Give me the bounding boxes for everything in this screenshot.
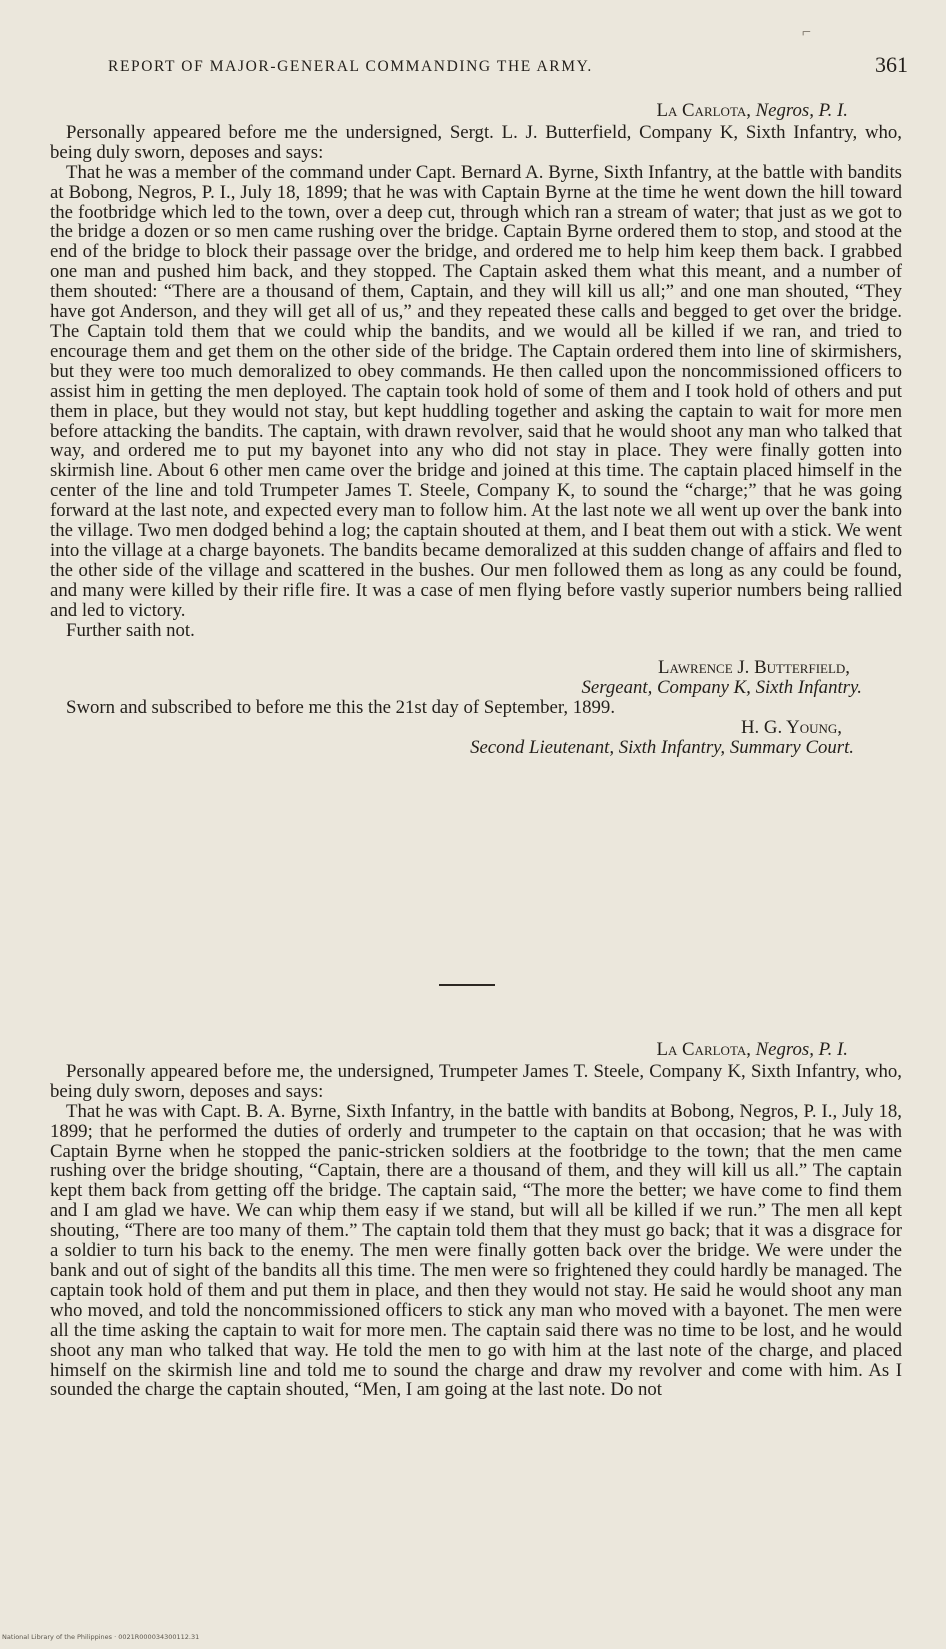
- section-divider: [439, 984, 495, 986]
- affidavit1-intro: Personally appeared before me the undersigned, Sergt. L. J. Butterfield, Company K, Sixth Infantry, who, being duly sworn, deposes and says:: [50, 121, 902, 163]
- affidavit2-body: That he was with Capt. B. A. Byrne, Sixth Infantry, in the battle with bandits at Bobong, Negros, P. I., July 18, 1899; that he performed the duties of orderly and trumpeter to the captain on that occasion; that he was with Captain Byrne when he stopped the panic-stricken soldiers at the footbridge to the town; that the men came rushing over the bridge shouting, “Captain, there are a thousand of them, and they will kill us all.” The captain kept them back from getting off the bridge. The captain said, “The more the better; we have come to find them and I am glad we have. We can whip them easy if we stand, but will all be killed if we run.” The men all kept shouting, “There are too many of them.” The captain told them that they must go back; that it was a disgrace for a soldier to turn his back to the enemy. The men were finally gotten back over the bridge. We were under the bank and out of sight of the bandits all this time. The men were so frightened they could hardly be managed. The captain took hold of them and put them in place, and then they would not stay. He said he would shoot any man who moved, and told the noncommissioned officers to stick any man who moved with a bayonet. The men were all the time asking the captain to wait for more men. The captain said there was no time to be lost, and he would shoot any man who talked that way. He told the men to go with him at the last note of the charge, and placed himself on the skirmish line and told me to sound the charge and draw my revolver and come with him. As I sounded the charge the captain shouted, “Men, I am going at the last note. Do not: [50, 1100, 902, 1401]
- affidavit-butterfield: [50, 101, 902, 758]
- affidavit1-officer-title: Second Lieutenant, Sixth Infantry, Summary Court.: [470, 737, 854, 759]
- affidavit1-body: That he was a member of the command under Capt. Bernard A. Byrne, Sixth Infantry, at the battle with bandits at Bobong, Negros, P. I., July 18, 1899; that he was with Captain Byrne at the time he went down the hill toward the footbridge which led to the town, over a deep cut, through which ran a stream of water; that just as we got to the bridge a dozen or so men came rushing over the bridge. Captain Byrne ordered them to stop, and stood at the end of the bridge to block their passage over the bridge, and ordered me to help him keep them back. I grabbed one man and pushed him back, and they stopped. The Captain asked them what this meant, and a number of them shouted: “There are a thousand of them, Captain, and they will kill us all;” and one man shouted, “They have got Anderson, and they will get all of us,” and they repeated these calls and begged to get over the bridge. The Captain told them that we could whip the bandits, and we would all be killed if we ran, and tried to encourage them and get them on the other side of the bridge. The Captain ordered them into line of skirmishers, but they were too much demoralized to obey commands. He then called upon the noncommissioned officers to assist him in getting the men deployed. The captain took hold of some of them and I took hold of others and put them in place, but they would not stay, but kept huddling together and asking the captain to wait for more men before attacking the bandits. The captain, with drawn revolver, said that he would shoot any man who talked that way, and ordered me to put my bayonet into any who did not stay in place. They were finally gotten into skirmish line. About 6 other men came over the bridge and joined at this time. The captain placed himself in the center of the line and told Trumpeter James T. Steele, Company K, to sound the “charge;” that he was going forward at the last note, and expected every man to follow him. At the last note we all went up over the bank into the village. Two men dodged behind a log; the captain shouted at them, and I beat them out with a stick. We went into the village at a charge bayonets. The bandits became demoralized at this sudden change of affairs and fled to the other side of the village and scattered in the bushes. Our men followed them as long as any could be found, and many were killed by their rifle fire. It was a case of men flying before vastly superior numbers being rallied and led to victory.: [50, 161, 902, 621]
- affidavit1-officer-name: H. G. Young,: [740, 717, 842, 739]
- affidavit1-closing: Further saith not.: [66, 619, 195, 641]
- affidavit2-place-town: La Carlota,: [656, 1039, 751, 1060]
- header-title: REPORT OF MAJOR-GENERAL COMMANDING THE ARMY.: [108, 58, 593, 75]
- affidavit1-place-region: Negros, P. I.: [755, 100, 848, 121]
- affidavit2-intro: Personally appeared before me, the undersigned, Trumpeter James T. Steele, Company K, Sixth Infantry, who, being duly sworn, deposes and says:: [50, 1060, 902, 1102]
- affidavit1-sworn: Sworn and subscribed to before me this the 21st day of September, 1899.: [66, 697, 616, 719]
- affidavit1-signer-title: Sergeant, Company K, Sixth Infantry.: [581, 677, 862, 699]
- affidavit-steele: [50, 1040, 902, 1400]
- page-number: 361: [875, 52, 908, 77]
- affidavit2-place: [50, 1040, 902, 1060]
- margin-mark: ⌐: [802, 24, 812, 41]
- affidavit1-place: [50, 101, 902, 121]
- affidavit1-signer-name: Lawrence J. Butterfield,: [657, 657, 850, 679]
- affidavit2-place-region: Negros, P. I.: [755, 1039, 848, 1060]
- scan-footer: National Library of the Philippines · 0021R000034300112.31: [2, 1633, 200, 1641]
- affidavit1-place-town: La Carlota,: [656, 100, 751, 121]
